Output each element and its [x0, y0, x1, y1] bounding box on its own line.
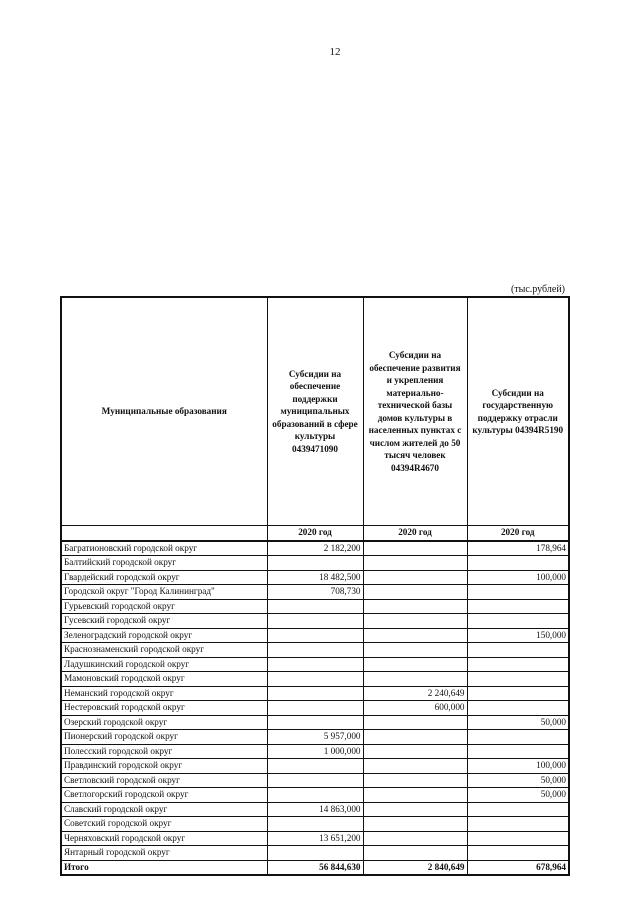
municipality-cell: Правдинский городской округ [61, 759, 267, 774]
municipality-cell: Ладушкинский городской округ [61, 657, 267, 672]
houses-of-culture-cell [363, 744, 467, 759]
units-label: (тыс.рублей) [510, 284, 565, 295]
houses-of-culture-cell: 2 240,649 [363, 686, 467, 701]
culture-support-cell: 2 182,200 [267, 541, 363, 556]
culture-support-cell [267, 556, 363, 571]
municipality-cell: Балтийский городской округ [61, 556, 267, 571]
culture-branch-cell [467, 701, 569, 716]
municipality-cell: Светловский городской округ [61, 773, 267, 788]
houses-of-culture-cell: 2 840,649 [363, 860, 467, 875]
municipality-cell: Зеленоградский городской округ [61, 628, 267, 643]
houses-of-culture-cell [363, 846, 467, 861]
table-row [61, 570, 569, 585]
culture-support-cell [267, 788, 363, 803]
municipality-cell: Итого [61, 860, 267, 875]
culture-branch-cell [467, 686, 569, 701]
culture-support-cell: 56 844,630 [267, 860, 363, 875]
culture-support-cell [267, 817, 363, 832]
culture-branch-cell [467, 730, 569, 745]
table-row [61, 773, 569, 788]
houses-of-culture-cell [363, 541, 467, 556]
houses-of-culture-cell [363, 759, 467, 774]
municipality-cell: Советский городской округ [61, 817, 267, 832]
year-cell: 2020 год [267, 526, 363, 541]
houses-of-culture-cell [363, 831, 467, 846]
culture-branch-cell [467, 614, 569, 629]
table-row [61, 759, 569, 774]
culture-branch-cell [467, 831, 569, 846]
houses-of-culture-cell: 600,000 [363, 701, 467, 716]
municipality-cell: Гурьевский городской округ [61, 599, 267, 614]
houses-of-culture-cell [363, 657, 467, 672]
year-cell-empty [61, 526, 267, 541]
culture-branch-cell [467, 802, 569, 817]
municipality-cell: Славский городской округ [61, 802, 267, 817]
table-row [61, 831, 569, 846]
table-row [61, 628, 569, 643]
houses-of-culture-cell [363, 788, 467, 803]
culture-branch-cell [467, 585, 569, 600]
subsidies-table [60, 296, 570, 876]
table-row [61, 541, 569, 556]
table-row [61, 744, 569, 759]
municipality-cell: Гвардейский городской округ [61, 570, 267, 585]
table-row [61, 802, 569, 817]
municipality-cell: Неманский городской округ [61, 686, 267, 701]
page-number: 12 [329, 46, 341, 58]
culture-branch-cell: 100,000 [467, 570, 569, 585]
houses-of-culture-cell [363, 628, 467, 643]
houses-of-culture-cell [363, 556, 467, 571]
municipality-cell: Озерский городской округ [61, 715, 267, 730]
houses-of-culture-cell [363, 570, 467, 585]
culture-support-cell: 13 651,200 [267, 831, 363, 846]
houses-of-culture-cell [363, 672, 467, 687]
table-row [61, 686, 569, 701]
col-header-culture-support: Субсидии на обеспечение поддержки муниципальных образований в сфере культуры 0439471090 [267, 297, 363, 526]
year-cell: 2020 год [467, 526, 569, 541]
culture-support-cell: 14 863,000 [267, 802, 363, 817]
year-row [61, 526, 569, 541]
houses-of-culture-cell [363, 730, 467, 745]
culture-branch-cell: 150,000 [467, 628, 569, 643]
culture-support-cell [267, 759, 363, 774]
total-row [61, 860, 569, 875]
culture-branch-cell: 50,000 [467, 788, 569, 803]
culture-support-cell: 5 957,000 [267, 730, 363, 745]
col-header-municipality: Муниципальные образования [61, 297, 267, 526]
culture-branch-cell [467, 556, 569, 571]
municipality-cell: Багратионовский городской округ [61, 541, 267, 556]
municipality-cell: Черняховский городской округ [61, 831, 267, 846]
culture-branch-cell [467, 672, 569, 687]
header-row [61, 297, 569, 526]
table-row [61, 817, 569, 832]
table-row [61, 846, 569, 861]
municipality-cell: Нестеровский городской округ [61, 701, 267, 716]
table-row [61, 643, 569, 658]
culture-support-cell [267, 773, 363, 788]
table-row [61, 730, 569, 745]
table-row [61, 788, 569, 803]
culture-branch-cell: 678,964 [467, 860, 569, 875]
municipality-cell: Городской округ "Город Калининград" [61, 585, 267, 600]
culture-branch-cell: 178,964 [467, 541, 569, 556]
culture-support-cell [267, 614, 363, 629]
houses-of-culture-cell [363, 599, 467, 614]
culture-support-cell: 1 000,000 [267, 744, 363, 759]
culture-support-cell [267, 628, 363, 643]
houses-of-culture-cell [363, 817, 467, 832]
culture-support-cell [267, 846, 363, 861]
houses-of-culture-cell [363, 802, 467, 817]
culture-support-cell: 708,730 [267, 585, 363, 600]
culture-branch-cell [467, 643, 569, 658]
houses-of-culture-cell [363, 643, 467, 658]
municipality-cell: Полесский городской округ [61, 744, 267, 759]
year-cell: 2020 год [363, 526, 467, 541]
culture-support-cell [267, 686, 363, 701]
culture-support-cell [267, 599, 363, 614]
table-row [61, 701, 569, 716]
culture-branch-cell: 100,000 [467, 759, 569, 774]
col-header-houses-of-culture: Субсидии на обеспечение развития и укрепления материально-технической базы домов культуры в населенных пунктах с числом жителей до 50 тысяч человек 04394R4670 [363, 297, 467, 526]
houses-of-culture-cell [363, 614, 467, 629]
culture-branch-cell [467, 846, 569, 861]
culture-branch-cell [467, 599, 569, 614]
municipality-cell: Пионерский городской округ [61, 730, 267, 745]
municipality-cell: Гусевский городской округ [61, 614, 267, 629]
municipality-cell: Янтарный городской округ [61, 846, 267, 861]
table-row [61, 657, 569, 672]
table-row [61, 672, 569, 687]
culture-support-cell [267, 657, 363, 672]
culture-branch-cell: 50,000 [467, 715, 569, 730]
houses-of-culture-cell [363, 773, 467, 788]
municipality-cell: Мамоновский городской округ [61, 672, 267, 687]
culture-support-cell [267, 701, 363, 716]
houses-of-culture-cell [363, 585, 467, 600]
culture-branch-cell: 50,000 [467, 773, 569, 788]
culture-support-cell [267, 672, 363, 687]
culture-support-cell [267, 715, 363, 730]
table-row [61, 715, 569, 730]
houses-of-culture-cell [363, 715, 467, 730]
table-row [61, 614, 569, 629]
culture-support-cell: 18 482,500 [267, 570, 363, 585]
culture-branch-cell [467, 817, 569, 832]
culture-support-cell [267, 643, 363, 658]
table-row [61, 556, 569, 571]
table-row [61, 599, 569, 614]
culture-branch-cell [467, 657, 569, 672]
municipality-cell: Светлогорский городской округ [61, 788, 267, 803]
municipality-cell: Краснознаменский городской округ [61, 643, 267, 658]
col-header-culture-branch: Субсидии на государственную поддержку отрасли культуры 04394R5190 [467, 297, 569, 526]
table-row [61, 585, 569, 600]
culture-branch-cell [467, 744, 569, 759]
